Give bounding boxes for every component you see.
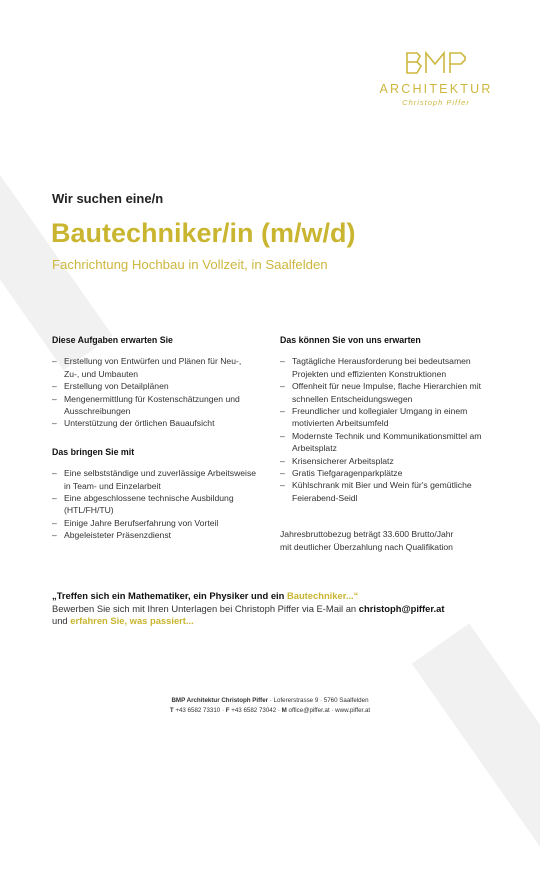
list-item: – Tagtägliche Herausforderung bei bedeutsamen Projekten und effizienten Konstruktionen: [280, 356, 471, 379]
list-item: – Unterstützung der örtlichen Bauaufsicht: [52, 418, 215, 429]
closing-text: [52, 590, 492, 628]
skills-heading: Das bringen Sie mit: [52, 446, 135, 457]
right-column: [280, 334, 502, 553]
list-item: – Erstellung von Detailplänen: [52, 381, 169, 392]
salary-line-2: mit deutlicher Überzahlung nach Qualifikation: [280, 541, 453, 552]
footer: [0, 696, 540, 715]
quote-line: „Treffen sich ein Mathematiker, ein Physiker und ein Bautechniker...“: [52, 590, 359, 601]
list-item: – Einige Jahre Berufserfahrung von Vorteil: [52, 517, 219, 528]
end-highlight: erfahren Sie, was passiert...: [70, 615, 194, 627]
offer-heading: Das können Sie von uns erwarten: [280, 335, 421, 345]
list-item: – Freundlicher und kollegialer Umgang in einem motivierten Arbeitsumfeld: [280, 406, 468, 429]
quote-highlight: Bautechniker...“: [286, 590, 359, 601]
decorative-stripe-bottom-right: [412, 623, 540, 876]
list-item: – Gratis Tiefgaragenparkplätze: [280, 468, 403, 479]
job-subtitle: Fachrichtung Hochbau in Vollzeit, in Saalfelden: [52, 257, 328, 272]
salary-line-1: Jahresbruttobezug beträgt 33.600 Brutto/Jahr: [280, 529, 454, 540]
list-item: – Abgeleisteter Präsenzdienst: [52, 530, 172, 541]
company-logo: [378, 50, 494, 107]
list-item: – Offenheit für neue Impulse, flache Hierarchien mit schnellen Entscheidungswegen: [280, 381, 481, 404]
apply-line: Bewerben Sie sich mit Ihren Unterlagen bei Christoph Piffer via E-Mail an christoph@piffer.at: [52, 602, 445, 614]
logo-line-architektur: ARCHITEKTUR: [379, 82, 493, 96]
logo-wordmark: BMP: [404, 50, 407, 51]
footer-contact: T +43 6582 73310 · F +43 6582 73042 · M office@piffer.at · www.piffer.at: [169, 706, 371, 714]
list-item: – Eine abgeschlossene technische Ausbildung (HTL/FH/TU): [52, 493, 234, 516]
list-item: – Modernste Technik und Kommunikationsmittel am Arbeitsplatz: [280, 430, 482, 454]
list-item: – Kühlschrank mit Bier und Wein für's gemütliche Feierabend-Seidl: [280, 480, 472, 503]
job-title: Bautechniker/in (m/w/d): [51, 218, 356, 248]
list-item: – Mengenermittlung für Kostenschätzungen und Ausschreibungen: [52, 393, 240, 417]
list-item: – Erstellung von Entwürfen und Plänen für Neu-, Zu-, und Umbauten: [52, 356, 242, 379]
tasks-list: [52, 355, 257, 429]
skills-list: [52, 467, 257, 541]
end-line: und erfahren Sie, was passiert...: [52, 615, 194, 627]
email-link[interactable]: christoph@piffer.at: [358, 602, 445, 614]
offer-list: [280, 355, 502, 504]
logo-line-name: Christoph Piffer: [402, 98, 470, 107]
tasks-heading: Diese Aufgaben erwarten Sie: [52, 335, 173, 345]
list-item: – Krisensicherer Arbeitsplatz: [280, 455, 394, 466]
bmp-logo-icon: [404, 50, 468, 76]
intro-text: Wir suchen eine/n: [52, 191, 164, 206]
list-item: – Eine selbstständige und zuverlässige Arbeitsweise in Team- und Einzelarbeit: [52, 468, 257, 491]
left-column: [52, 334, 257, 542]
footer-address: BMP Architektur Christoph Piffer · Lofererstrasse 9 · 5760 Saalfelden: [171, 697, 369, 704]
